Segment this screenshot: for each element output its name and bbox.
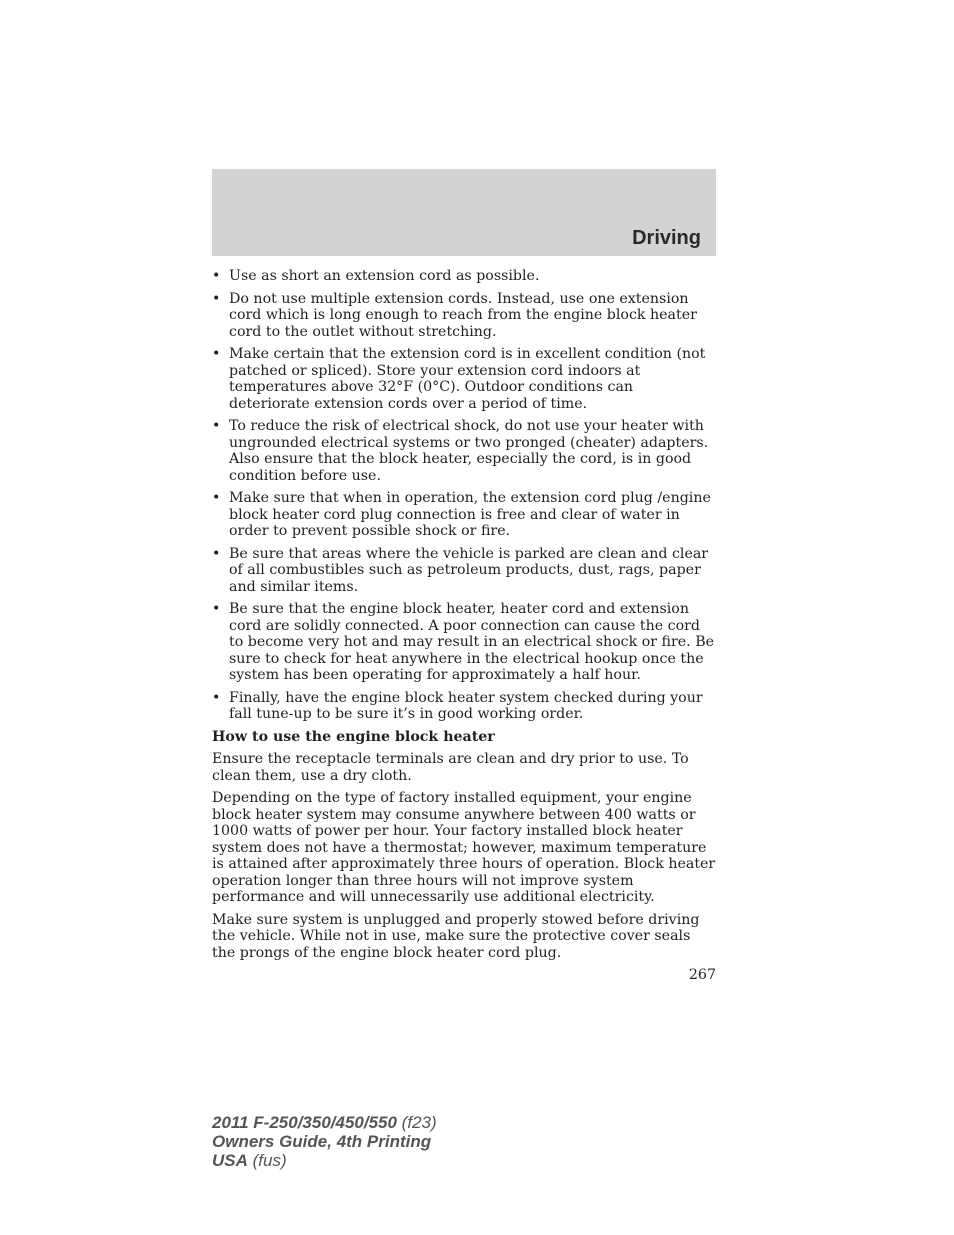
- list-item: [212, 418, 716, 484]
- list-item-text: Be sure that the engine block heater, heater cord and extension cord are solidly connected. A poor connection can cause the cord to become very hot and may result in an electrical shock or fire. Be sure to check for heat anywhere in the electrical hookup once the system has been operating for approximately a half hour.: [229, 601, 715, 683]
- list-item: [212, 490, 716, 540]
- list-item: [212, 546, 716, 596]
- body-paragraph: Make sure system is unplugged and properly stowed before driving the vehicle. While not in use, make sure the protective cover seals the prongs of the engine block heater cord plug.: [212, 911, 700, 961]
- bullet-icon: •: [212, 268, 221, 284]
- footer-region-code: (fus): [247, 1151, 287, 1170]
- footer-line-model: [212, 1113, 437, 1132]
- list-item-text: Make certain that the extension cord is in excellent condition (not patched or spliced). Store your extension cord indoors at temperatures above 32°F (0°C). Outdoor conditions can deteriorate extension cords over a period of time.: [229, 346, 706, 412]
- bullet-icon: •: [212, 601, 221, 617]
- footer-model-code: (f23): [396, 1113, 437, 1132]
- footer-guide-text: Owners Guide, 4th Printing: [212, 1132, 432, 1151]
- document-footer: [212, 1113, 437, 1170]
- list-item: [212, 291, 716, 341]
- list-item-text: To reduce the risk of electrical shock, do not use your heater with ungrounded electrical systems or two pronged (cheater) adapters. Also ensure that the block heater, especially the cord, is in good condition before use.: [229, 418, 709, 484]
- bullet-icon: •: [212, 418, 221, 434]
- page-content: [212, 268, 716, 984]
- bullet-icon: •: [212, 545, 221, 562]
- list-item-text: Make sure that when in operation, the extension cord plug /engine block heater cord plug connection is free and clear of water in order to prevent possible shock or fire.: [229, 490, 711, 539]
- bullet-icon: •: [212, 490, 221, 506]
- footer-region-text: USA: [212, 1151, 248, 1170]
- list-item-text: Use as short an extension cord as possible.: [229, 268, 540, 284]
- list-item: [212, 690, 716, 723]
- footer-model-text: 2011 F-250/350/450/550: [212, 1113, 397, 1132]
- list-item-text: Finally, have the engine block heater system checked during your fall tune-up to be sure it’s in good working order.: [229, 689, 703, 722]
- section-title: Driving: [632, 227, 701, 249]
- page-number: 267: [688, 967, 716, 983]
- subsection-heading: How to use the engine block heater: [212, 728, 495, 745]
- list-item-text: Be sure that areas where the vehicle is parked are clean and clear of all combustibles such as petroleum products, dust, rags, paper and similar items.: [229, 545, 709, 595]
- list-item: [212, 601, 716, 684]
- footer-line-region: [212, 1151, 437, 1170]
- body-paragraph: Ensure the receptacle terminals are clean and dry prior to use. To clean them, use a dry cloth.: [212, 751, 689, 784]
- section-header-band: [212, 169, 716, 256]
- footer-line-guide: [212, 1132, 437, 1151]
- safety-bullet-list: [212, 268, 716, 723]
- list-item-text: Do not use multiple extension cords. Instead, use one extension cord which is long enough to reach from the engine block heater cord to the outlet without stretching.: [229, 290, 697, 340]
- bullet-icon: •: [212, 689, 221, 706]
- list-item: [212, 346, 716, 412]
- body-paragraph: Depending on the type of factory installed equipment, your engine block heater system may consume anywhere between 400 watts or 1000 watts of power per hour. Your factory installed block heater system does not have a thermostat; however, maximum temperature is attained after approximately three hours of operation. Block heater operation longer than three hours will not improve system performance and will unnecessarily use additional electricity.: [212, 790, 716, 905]
- list-item: [212, 268, 716, 285]
- bullet-icon: •: [212, 290, 221, 307]
- bullet-icon: •: [212, 346, 221, 362]
